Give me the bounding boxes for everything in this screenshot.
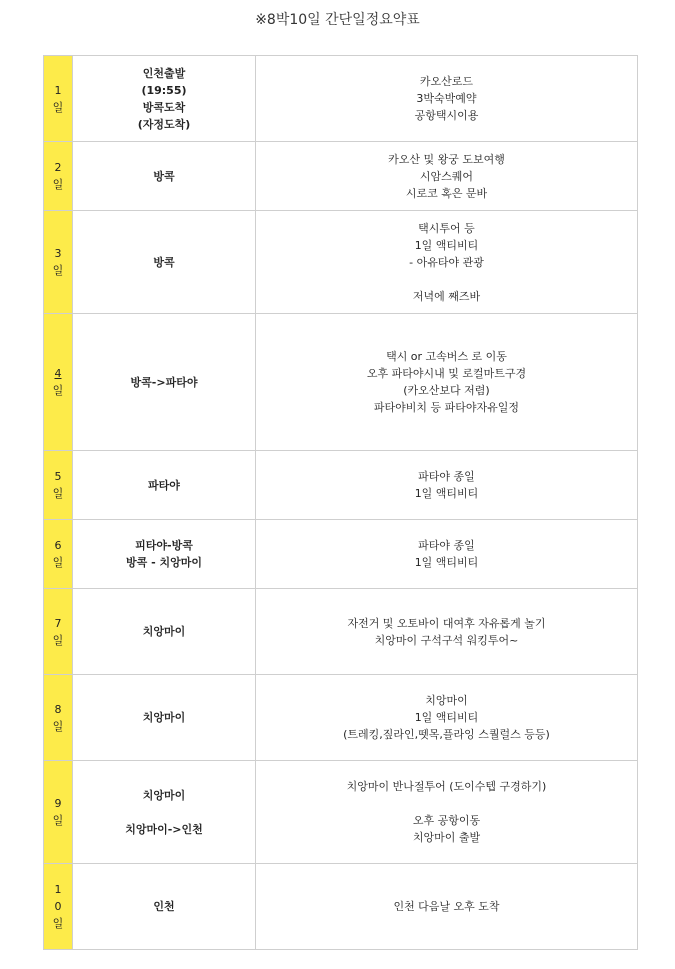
detail-line: (트레킹,짚라인,뗏목,플라잉 스퀄럴스 등등) [343,728,550,741]
detail-line: 치앙마이 구석구석 워킹투어~ [374,633,519,647]
place-line: 파타야 [148,478,180,492]
place-cell [73,589,256,675]
day-cell [44,314,73,451]
place-line: 치앙마이 [142,788,186,802]
itinerary-row [44,314,638,451]
detail-line: 오후 파타야시내 및 로컬마트구경 [366,367,527,380]
day-cell [44,451,73,520]
day-number: 3 [54,247,62,260]
detail-cell [256,864,638,950]
day-cell [44,56,73,142]
detail-line: 1일 액티비티 [414,238,479,252]
detail-line: 치앙마이 [425,694,468,707]
day-cell [44,864,73,950]
itinerary-row [44,211,638,314]
day-suffix: 일 [52,633,64,647]
place-line: 인천 [153,900,175,913]
detail-cell [256,314,638,451]
detail-cell [256,211,638,314]
detail-line: 파타야비치 등 파타야자유일정 [373,401,520,414]
day-number: 0 [54,900,62,913]
detail-cell [256,451,638,520]
day-cell [44,589,73,675]
place-cell [73,761,256,864]
day-suffix: 일 [52,384,64,397]
detail-line: 3박숙박예약 [416,92,477,105]
page-title: ※8박10일 간단일정요약표 [255,12,420,28]
day-number: 7 [54,616,62,630]
place-cell [73,520,256,589]
detail-line: 카오산로드 [419,75,474,88]
day-cell [44,761,73,864]
detail-line: 자전거 및 오토바이 대여후 자유롭게 놀기 [347,616,546,630]
place-cell [73,211,256,314]
place-line: 방콕 [153,169,175,183]
place-cell [73,451,256,520]
detail-cell [256,142,638,211]
day-suffix: 일 [52,556,64,569]
day-cell [44,211,73,314]
detail-line: 파타야 종일 [418,470,475,483]
detail-line: 1일 액티비티 [414,556,479,569]
place-cell [73,675,256,761]
day-suffix: 일 [52,917,64,930]
day-suffix: 일 [52,264,64,277]
detail-line: 카오산 및 왕궁 도보여행 [388,152,505,166]
detail-line: 오후 공항이동 [412,814,481,827]
itinerary-row [44,864,638,950]
day-number: 8 [54,702,62,716]
itinerary-table [43,55,638,950]
detail-line [256,795,637,812]
day-number: 4 [54,367,62,380]
place-line: 방콕->파타야 [130,375,198,389]
day-suffix: 일 [52,814,64,827]
day-number: 6 [54,539,62,552]
detail-line: 1일 액티비티 [414,487,479,500]
day-suffix: 일 [52,719,64,733]
day-number: 2 [54,161,62,174]
itinerary-row [44,142,638,211]
detail-cell [256,520,638,589]
detail-line [256,271,637,288]
place-line: 방콕도착 [142,100,186,114]
detail-cell [256,56,638,142]
day-number: 5 [54,470,62,483]
itinerary-row [44,56,638,142]
detail-line: 1일 액티비티 [414,711,479,724]
detail-line: 시로코 혹은 문바 [405,186,488,200]
detail-line: 시암스퀘어 [419,169,474,183]
detail-line: 저녁에 째즈바 [412,289,481,303]
day-cell [44,520,73,589]
day-suffix: 일 [52,178,64,191]
itinerary-row [44,761,638,864]
detail-cell [256,589,638,675]
place-line: 방콕 [153,255,175,269]
place-line: 인천출발 [142,66,186,80]
day-suffix: 일 [52,100,64,114]
place-line [73,804,255,821]
place-line: (19:55) [141,83,187,97]
detail-line: 치앙마이 반나절투어 (도이수텝 구경하기) [346,780,547,793]
detail-cell [256,761,638,864]
place-line: 피타야-방콕 [135,539,193,552]
place-line: 치앙마이 [142,625,186,638]
place-cell [73,314,256,451]
place-line: 치앙마이 [142,711,186,724]
day-number: 1 [54,83,62,97]
itinerary-row [44,520,638,589]
detail-cell [256,675,638,761]
place-line: 방콕 - 치앙마이 [126,556,202,569]
day-number: 1 [54,883,62,896]
itinerary-row [44,589,638,675]
detail-line: 공항택시이용 [414,109,479,122]
itinerary-row [44,451,638,520]
place-cell [73,142,256,211]
day-cell [44,142,73,211]
place-line: 치앙마이->인천 [125,822,203,836]
place-line: (자정도착) [137,117,191,131]
day-number: 9 [54,797,62,810]
day-cell [44,675,73,761]
itinerary-row [44,675,638,761]
detail-line: 택시 or 고속버스 로 이동 [386,350,507,363]
detail-line: - 아유타야 관광 [409,255,484,269]
detail-line: 파타야 종일 [418,539,475,552]
place-cell [73,56,256,142]
detail-line: (카오산보다 저렴) [403,384,490,397]
detail-line: 인천 다음날 오후 도착 [393,900,500,913]
place-cell [73,864,256,950]
detail-line: 택시투어 등 [418,221,475,235]
day-suffix: 일 [52,487,64,500]
detail-line: 치앙마이 출발 [412,831,481,844]
